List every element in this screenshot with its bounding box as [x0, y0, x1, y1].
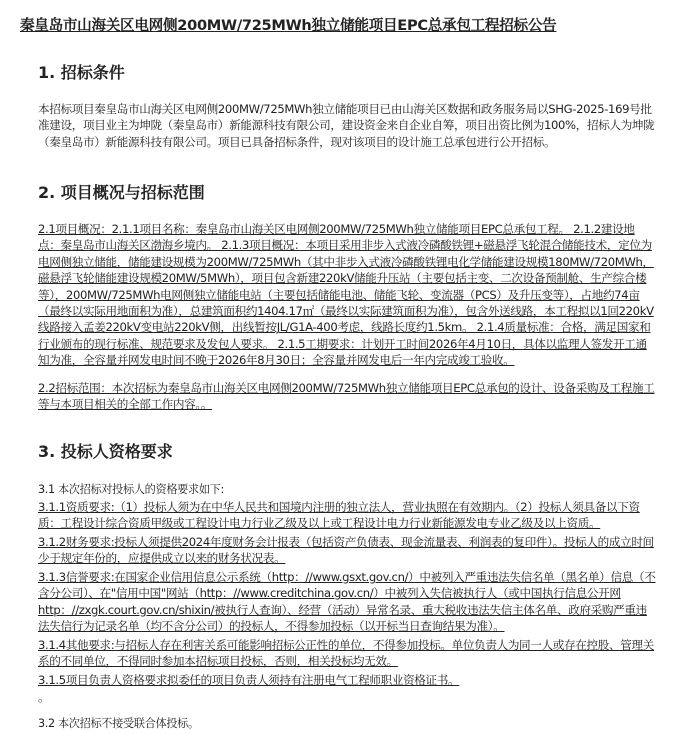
- qualification-item-311: 3.1.1资质要求:（1）投标人须为在中华人民共和国境内注册的独立法人，营业执照在有效期内。（2）投标人须具备以下资质：工程设计综合资质甲级或工程设计电力行业乙级及以上或工程设计电力行业新能源发电专业乙级及以上资质。: [38, 500, 640, 531]
- qualification-item-315: 3.1.5项目负责人资格要求拟委任的项目负责人须持有注册电气工程师职业资格证书。: [38, 673, 460, 687]
- qualification-intro: 3.1 本次招标对投标人的资格要求如下:: [38, 483, 224, 496]
- qualification-item-314: 3.1.4其他要求:与招标人存在利害关系可能影响招标公正性的单位，不得参加投标。单位负责人为同一人或存在控股、管理关系的不同单位，不得同时参加本招标项目投标，否则，相关投标均无效。: [38, 638, 654, 669]
- section2-overview: 2.1项目概况：2.1.1项目名称：秦皇岛市山海关区电网侧200MW/725MWh独立储能项目EPC总承包工程。 2.1.2建设地点：秦皇岛市山海关区渤海乡境内。 2.1.3项目概况：本项目采用非步入式液冷磷酸铁锂+磁悬浮飞轮混合储能技术，定位为电网侧独立储能，储能建设规模为200MW/725MWh（其中非步入式液冷磷酸铁锂电化学储能建设规模180MW/720MWh，磁悬浮飞轮储能建设规模20MW/5MWh），项目包含新建220kV储能升压站（主要包括主变、二次设备预制舱、生产综合楼等），200MW/725MWh电网侧独立储能电站（主要包括储能电池、储能飞轮、变流器（PCS）及升压变等），占地约74亩（最终以实际用地面积为准），总建筑面积约1404.17㎡（最终以实际建筑面积为准），包含外送线路，本工程拟以1回220kV线路接入孟姜220kV变电站220kV侧，出线暂按JL/G1A-400考虑，线路长度约1.5km。 2.1.4质量标准：合格，满足国家和行业颁布的现行标准、规范要求及发包人要求。 2.1.5工期要求：计划开工时间2026年4月10日，具体以监理人签发开工通知为准，全容量并网发电时间不晚于2026年8月30日；全容量并网发电后一年内完成竣工验收。: [38, 222, 654, 368]
- page-title: 秦皇岛市山海关区电网侧200MW/725MWh独立储能项目EPC总承包工程招标公告: [20, 17, 557, 34]
- section-heading-1: 1. 招标条件: [38, 63, 125, 82]
- section-heading-2: 2. 项目概况与招标范围: [38, 183, 205, 202]
- section-heading-3: 3. 投标人资格要求: [38, 442, 173, 461]
- qualification-item-313: 3.1.3信誉要求:在国家企业信用信息公示系统（http：//www.gsxt.gov.cn/）中被列入严重违法失信名单（黑名单）信息（不含分公司）、在"信用中国"网站（http：//www.creditchina.gov.cn/）中被列入失信被执行人（或中国执行信息公开网http：//zxgk.court.gov.cn/shixin/被执行人查询）、经营（活动）异常名录、重大税收违法失信主体名单、政府采购严重违法失信行为记录名单（均不含分公司）的投标人，不得参加投标（以开标当日查询结果为准）。: [38, 570, 656, 634]
- qualification-item-312: 3.1.2财务要求:投标人须提供2024年度财务会计报表（包括资产负债表、现金流量表、利润表的复印件）。投标人的成立时间少于规定年份的，应提供成立以来的财务状况表。: [38, 535, 654, 566]
- section2-scope: 2.2招标范围：本次招标为秦皇岛市山海关区电网侧200MW/725MWh独立储能项目EPC总承包的设计、设备采购及工程施工等与本项目相关的全部工作内容。。: [38, 381, 655, 412]
- section1-body: 本招标项目秦皇岛市山海关区电网侧200MW/725MWh独立储能项目已由山海关区数据和政务服务局以SHG-2025-169号批准建设，项目业主为坤陇（秦皇岛市）新能源科技有限公司，建设资金来自企业自筹，项目出资比例为100%，招标人为坤陇（秦皇岛市）新能源科技有限公司。项目已具备招标条件，现对该项目的设计施工总承包进行公开招标。: [38, 102, 655, 149]
- qualification-item-32: 3.2 本次招标不接受联合体投标。: [38, 717, 199, 730]
- trailing-period: 。: [38, 690, 50, 704]
